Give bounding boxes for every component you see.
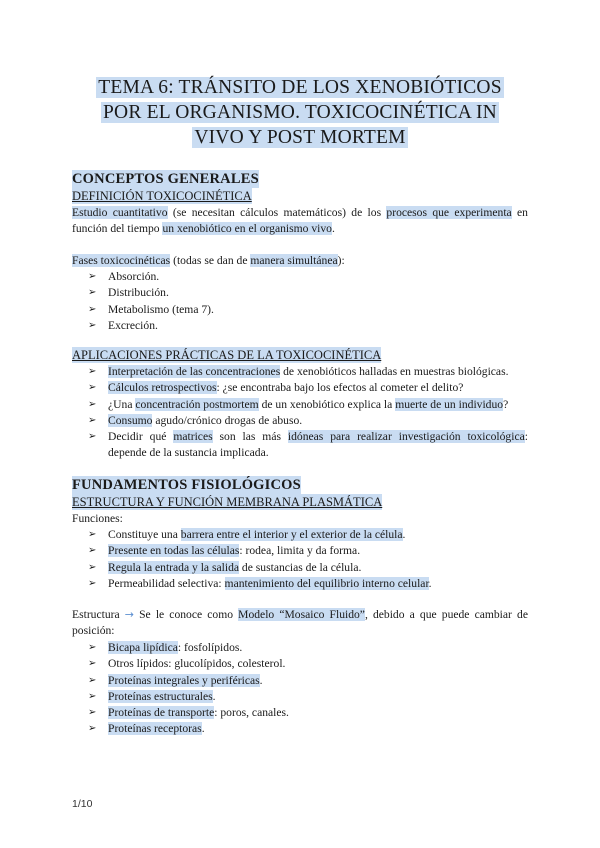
bullet-arrow-icon: ➢ [88, 642, 97, 653]
list-item: ➢ Cálculos retrospectivos: ¿se encontraba bajo los efectos al cometer el delito? [88, 380, 528, 396]
title-line-3: VIVO Y POST MORTEM [194, 127, 406, 148]
paragraph-definicion: Estudio cuantitativo (se necesitan cálculos matemáticos) de los procesos que experimenta en función del tiempo un xenobiótico en el organismo vivo. [72, 206, 528, 236]
bullet-arrow-icon: ➢ [88, 431, 97, 443]
bullet-arrow-icon: ➢ [88, 545, 97, 557]
list-item: ➢ Distribución. [88, 285, 528, 301]
bullet-arrow-icon: ➢ [88, 414, 97, 426]
arrow-right-icon: → [124, 608, 134, 621]
list-item: ➢ Proteínas integrales y periféricas. [88, 673, 528, 689]
list-item: ➢ Proteínas estructurales. [88, 689, 528, 705]
list-item: ➢ Permeabilidad selectiva: mantenimiento del equilibrio interno celular. [88, 576, 528, 592]
bullet-arrow-icon: ➢ [88, 577, 97, 589]
bullet-arrow-icon: ➢ [88, 674, 97, 686]
list-item: ➢ Consumo agudo/crónico drogas de abuso. [88, 413, 528, 429]
list-funciones [88, 527, 528, 592]
label-funciones: Funciones: [72, 512, 123, 525]
list-item: ➢ Constituye una barrera entre el interior y el exterior de la célula. [88, 527, 528, 543]
list-item: ➢ Metabolismo (tema 7). [88, 302, 528, 318]
list-estructura [88, 640, 528, 738]
paragraph-fases: Fases toxicocinéticas (todas se dan de manera simultánea): [72, 254, 345, 267]
title-line-2: POR EL ORGANISMO. TOXICOCINÉTICA IN [103, 102, 497, 123]
bullet-arrow-icon: ➢ [88, 319, 97, 331]
list-fases [88, 269, 528, 334]
list-item: ➢ Proteínas de transporte: poros, canales. [88, 705, 528, 721]
list-item: ➢ Bicapa lipídica: fosfolípidos. [88, 640, 528, 656]
subheading-definicion: DEFINICIÓN TOXICOCINÉTICA [72, 189, 252, 203]
bullet-arrow-icon: ➢ [88, 690, 97, 702]
paragraph-estructura: Estructura → Se le conoce como Modelo “Mosaico Fluido”, debido a que puede cambiar de posición: [72, 608, 528, 638]
list-item: ➢ ¿Una concentración postmortem de un xenobiótico explica la muerte de un individuo? [88, 397, 528, 413]
section-heading-fundamentos: FUNDAMENTOS FISIOLÓGICOS [72, 477, 301, 493]
bullet-arrow-icon: ➢ [88, 658, 97, 670]
bullet-arrow-icon: ➢ [88, 303, 97, 315]
bullet-arrow-icon: ➢ [88, 529, 97, 540]
section-heading-conceptos: CONCEPTOS GENERALES [72, 171, 259, 187]
list-item: ➢ Presente en todas las células: rodea, limita y da forma. [88, 543, 528, 559]
list-item: ➢ Excreción. [88, 318, 528, 334]
bullet-arrow-icon: ➢ [88, 398, 97, 410]
list-item: ➢ Regula la entrada y la salida de sustancias de la célula. [88, 560, 528, 576]
bullet-arrow-icon: ➢ [88, 287, 97, 299]
page-number: 1/10 [72, 798, 93, 810]
bullet-arrow-icon: ➢ [88, 271, 97, 282]
subheading-aplicaciones: APLICACIONES PRÁCTICAS DE LA TOXICOCINÉTICA [72, 348, 382, 362]
subheading-membrana: ESTRUCTURA Y FUNCIÓN MEMBRANA PLASMÁTICA [72, 495, 383, 509]
bullet-arrow-icon: ➢ [88, 561, 97, 573]
title-line-1: TEMA 6: TRÁNSITO DE LOS XENOBIÓTICOS [98, 77, 502, 98]
page-title [60, 75, 540, 150]
bullet-arrow-icon: ➢ [88, 707, 97, 719]
list-item: ➢ Interpretación de las concentraciones de xenobióticos halladas en muestras biológicas. [88, 364, 528, 380]
list-aplicaciones [88, 364, 528, 462]
bullet-arrow-icon: ➢ [88, 382, 97, 394]
list-item: ➢ Absorción. [88, 269, 528, 285]
list-item: ➢ Decidir qué matrices son las más idóneas para realizar investigación toxicológica: depende de la sustancia implicada. [88, 430, 528, 460]
list-item: ➢ Proteínas receptoras. [88, 721, 528, 737]
bullet-arrow-icon: ➢ [88, 366, 97, 377]
bullet-arrow-icon: ➢ [88, 723, 97, 735]
list-item: ➢ Otros lípidos: glucolípidos, colesterol. [88, 656, 528, 672]
